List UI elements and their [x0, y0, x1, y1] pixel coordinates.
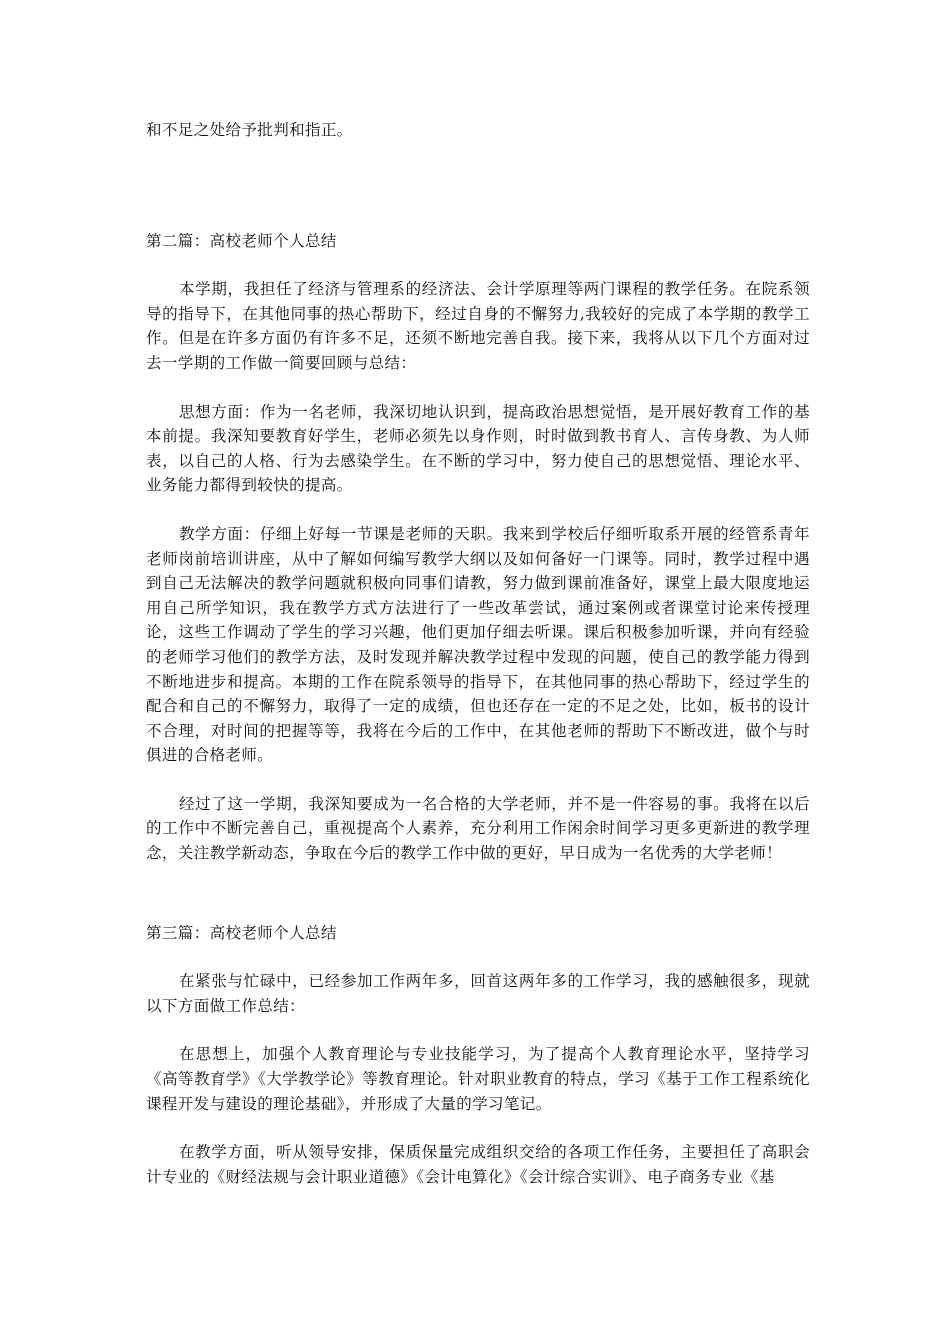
paragraph-spacer — [146, 1116, 810, 1140]
section2-paragraph-1: 本学期，我担任了经济与管理系的经济法、会计学原理等两门课程的教学任务。在院系领导的指导下，在其他同事的热心帮助下，经过自身的不懈努力,我较好的完成了本学期的教学工作。但是在许多方面仍有许多不足，还须不断地完善自我。接下来，我将从以下几个方面对过去一学期的工作做一简要回顾与总结： — [146, 280, 810, 372]
section3-paragraph-2: 在思想上，加强个人教育理论与专业技能学习，为了提高个人教育理论水平，坚持学习《高等教育学》《大学教学论》等教育理论。针对职业教育的特点，学习《基于工作工程系统化课程开发与建设的理论基础》，并形成了大量的学习笔记。 — [146, 1045, 810, 1113]
section3-heading: 第三篇：高校老师个人总结 — [146, 923, 337, 942]
paragraph-spacer — [146, 498, 810, 522]
section-spacer — [146, 143, 810, 229]
section3-paragraph-1: 在紧张与忙碌中，已经参加工作两年多，回首这两年多的工作学习，我的感触很多，现就以下方面做工作总结： — [146, 972, 810, 1015]
document-page — [146, 118, 810, 1189]
section2-heading: 第二篇：高校老师个人总结 — [146, 231, 337, 250]
section3-paragraph-3: 在教学方面，听从领导安排，保质保量完成组织交给的各项工作任务，主要担任了高职会计专业的《财经法规与会计职业道德》《会计电算化》《会计综合实训》、电子商务专业《基 — [146, 1143, 810, 1186]
paragraph-spacer — [146, 1018, 810, 1042]
opening-line: 和不足之处给予批判和指正。 — [146, 121, 353, 139]
section-spacer — [146, 866, 810, 921]
paragraph-spacer — [146, 768, 810, 792]
section2-paragraph-4: 经过了这一学期，我深知要成为一名合格的大学老师，并不是一件容易的事。我将在以后的工作中不断完善自己，重视提高个人素养，充分利用工作闲余时间学习更多更新进的教学理念，关注教学新动态，争取在今后的教学工作中做的更好，早日成为一名优秀的大学老师！ — [146, 794, 810, 863]
paragraph-spacer — [146, 945, 810, 969]
section2-paragraph-2: 思想方面：作为一名老师，我深切地认识到，提高政治思想觉悟，是开展好教育工作的基本前提。我深知要教育好学生，老师必须先以身作则，时时做到教书育人、言传身教、为人师表，以自己的人格、行为去感染学生。在不断的学习中，努力使自己的思想觉悟、理论水平、业务能力都得到较快的提高。 — [146, 402, 810, 495]
paragraph-spacer — [146, 253, 810, 277]
paragraph-spacer — [146, 376, 810, 400]
section2-paragraph-3: 教学方面：仔细上好每一节课是老师的天职。我来到学校后仔细听取系开展的经管系青年老师岗前培训讲座，从中了解如何编写教学大纲以及如何备好一门课等。同时，教学过程中遇到自己无法解决的教学问题就积极向同事们请教，努力做到课前准备好，课堂上最大限度地运用自己所学知识，我在教学方式方法进行了一些改革尝试，通过案例或者课堂讨论来传授理论，这些工作调动了学生的学习兴趣，他们更加仔细去听课。课后积极参加听课，并向有经验的老师学习他们的教学方法，及时发现并解决教学过程中发现的问题，使自己的教学能力得到不断地进步和提高。本期的工作在院系领导的指导下，在其他同事的热心帮助下，经过学生的配合和自己的不懈努力，取得了一定的成绩，但也还存在一定的不足之处，比如，板书的设计不合理，对时间的把握等等，我将在今后的工作中，在其他老师的帮助下不断改进，做个与时俱进的合格老师。 — [146, 524, 810, 765]
